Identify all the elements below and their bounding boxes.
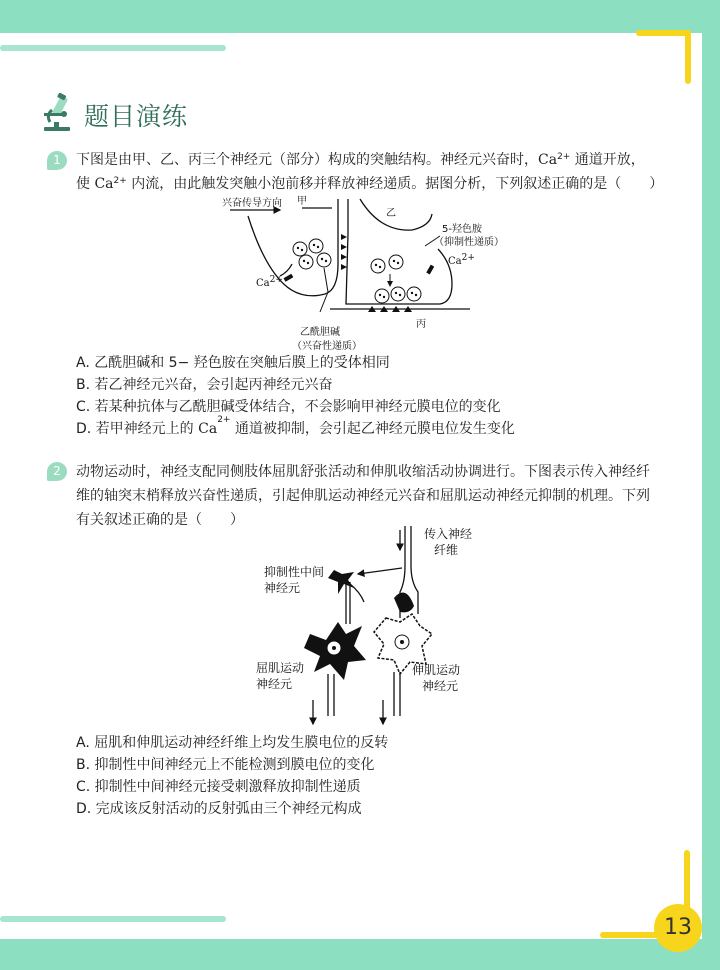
reflex-figure — [250, 522, 490, 734]
synapse-figure — [220, 194, 504, 354]
q1-text-part2: 通道开放， — [570, 152, 645, 168]
fig1-ca-left — [256, 275, 283, 289]
q1-ca-charge: 2+ — [557, 152, 571, 162]
q1-option-d-post: 通道被抑制，会引起乙神经元膜电位发生变化 — [230, 421, 515, 437]
question-2-line-3: 有关叙述正确的是（ ） — [76, 512, 244, 528]
q1-text-part4: 内流，由此触发突触小泡前移并释放神经递质。据图分析，下列叙述正确的是（ ） — [126, 176, 664, 192]
fig1-ach-label: 乙酰胆碱 — [300, 327, 340, 338]
q1-text-part1: 下图是由甲、乙、丙三个神经元（部分）构成的突触结构。神经元兴奋时， — [76, 152, 538, 168]
q1-ca-charge-2: 2+ — [113, 176, 127, 186]
fig1-jia-label: 甲 — [297, 196, 307, 207]
q1-option-c[interactable]: C. 若某种抗体与乙酰胆碱受体结合，不会影响甲神经元膜电位的变化 — [76, 399, 501, 415]
q1-option-d-pre: D. 若甲神经元上的 — [76, 421, 199, 437]
fig1-ca-right-text: Ca — [448, 256, 462, 267]
fig1-serotonin-label: 5-羟色胺 — [442, 224, 482, 235]
q1-option-a[interactable]: A. 乙酰胆碱和 5− 羟色胺在突触后膜上的受体相同 — [76, 355, 390, 371]
corner-bottom-vertical — [684, 850, 690, 910]
section-header — [40, 93, 188, 137]
q1-option-d[interactable] — [76, 415, 515, 438]
question-2-badge: 2 — [47, 462, 67, 481]
fig1-ca-right — [448, 253, 475, 267]
fig1-ca-left-text: Ca — [256, 278, 270, 289]
fig2-extensor-line1: 伸肌运动 — [412, 663, 461, 677]
bottom-decor-bar — [0, 916, 226, 922]
fig2-inter-line2: 神经元 — [264, 581, 301, 595]
question-1-text — [76, 148, 666, 196]
q2-option-a[interactable]: A. 屈肌和伸肌运动神经纤维上均发生膜电位的反转 — [76, 735, 389, 751]
q2-option-d[interactable]: D. 完成该反射活动的反射弧由三个神经元构成 — [76, 801, 362, 817]
q1-option-d-charge: 2+ — [217, 415, 231, 425]
q1-option-b[interactable]: B. 若乙神经元兴奋，会引起丙神经元兴奋 — [76, 377, 333, 393]
question-1-line-2 — [76, 172, 666, 196]
q2-option-b[interactable]: B. 抑制性中间神经元上不能检测到膜电位的变化 — [76, 757, 375, 773]
page-number: 13 — [654, 904, 702, 952]
corner-top-vertical — [685, 30, 691, 84]
fig1-bing-label: 丙 — [416, 319, 426, 330]
question-1-line-1 — [76, 148, 666, 172]
top-decor-bar — [0, 45, 226, 51]
microscope-icon — [40, 93, 76, 137]
section-title: 题目演练 — [84, 102, 189, 131]
question-2-line-1: 动物运动时，神经支配同侧肢体屈肌舒张活动和伸肌收缩活动协调进行。下图表示传入神经纤 — [76, 464, 650, 480]
fig1-serotonin-note: （抑制性递质） — [434, 237, 504, 248]
question-1-badge: 1 — [47, 151, 67, 170]
fig2-afferent-line1: 传入神经 — [424, 527, 473, 541]
fig2-inter-line1: 抑制性中间 — [264, 565, 325, 579]
fig2-afferent-line2: 纤维 — [434, 543, 459, 557]
fig2-flexor-line1: 屈肌运动 — [256, 661, 305, 675]
q1-text-part3: 使 — [76, 176, 95, 192]
fig1-direction-label: 兴奋传导方向 — [222, 198, 282, 209]
q1-ca-2: Ca — [94, 176, 114, 192]
fig1-ach-note: （兴奋性递质） — [292, 341, 362, 352]
q1-option-d-ca: Ca — [198, 421, 218, 437]
q2-option-c[interactable]: C. 抑制性中间神经元接受刺激释放抑制性递质 — [76, 779, 361, 795]
fig1-ca-right-charge: 2+ — [461, 253, 475, 263]
corner-bottom-horizontal — [600, 932, 660, 938]
question-2-line-2: 维的轴突末梢释放兴奋性递质，引起伸肌运动神经元兴奋和屈肌运动神经元抑制的机理。下列 — [76, 488, 650, 504]
q1-ca: Ca — [538, 152, 558, 168]
fig2-extensor-line2: 神经元 — [422, 679, 459, 693]
fig1-ca-left-charge: 2+ — [269, 275, 283, 285]
fig1-yi-label: 乙 — [386, 208, 396, 219]
corner-top-horizontal — [636, 30, 691, 36]
fig2-flexor-line2: 神经元 — [256, 677, 293, 691]
